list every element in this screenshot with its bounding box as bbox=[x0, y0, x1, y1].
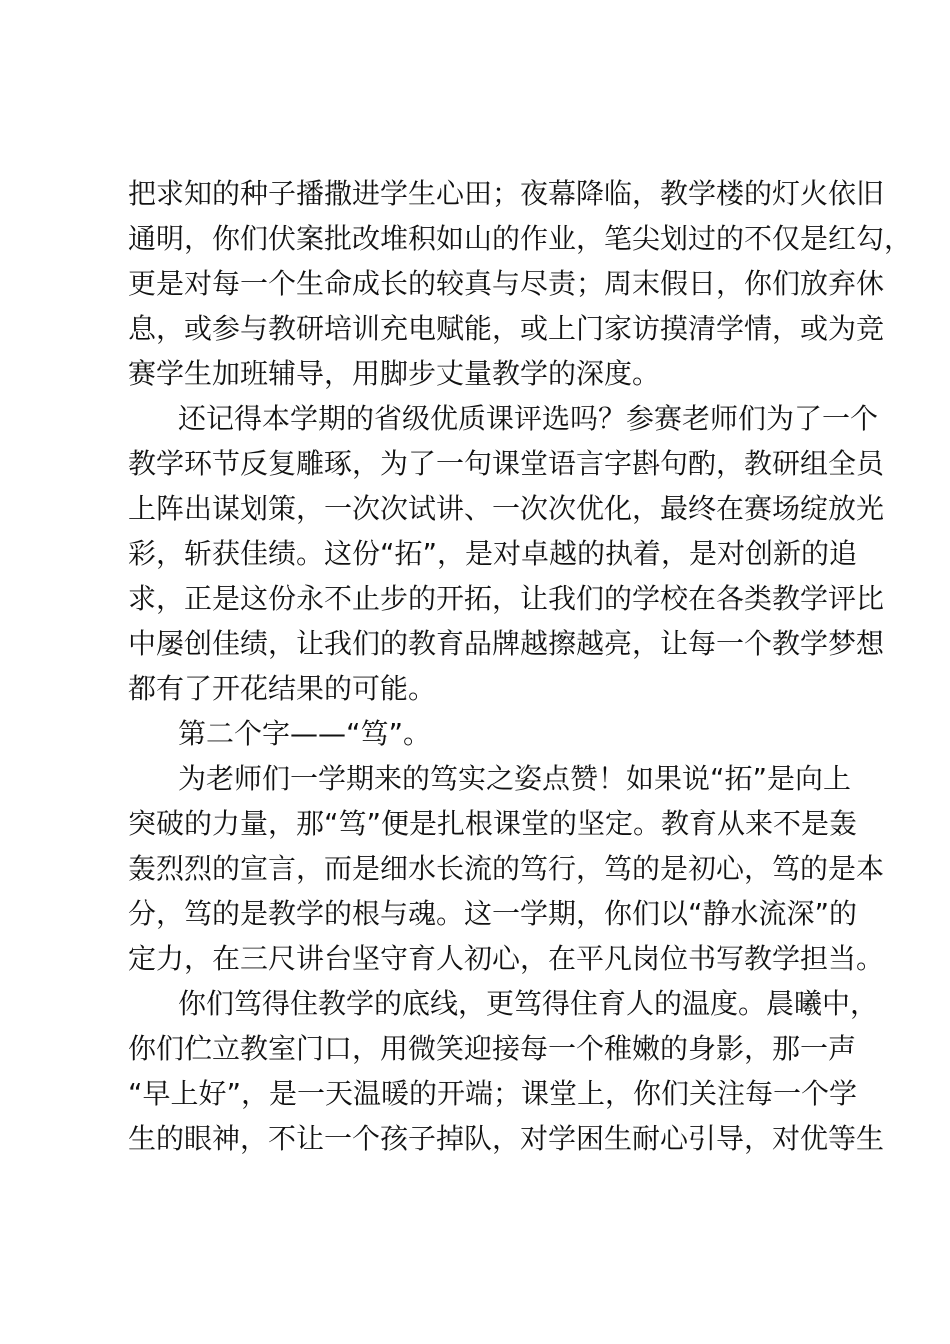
text-line: 轰烈烈的宣言，而是细水长流的笃行，笃的是初心，笃的是本 bbox=[128, 852, 885, 885]
text-line: 生的眼神，不让一个孩子掉队，对学困生耐心引导，对优等生 bbox=[128, 1122, 885, 1155]
paragraph-4 bbox=[128, 756, 885, 981]
text-line: 彩，斩获佳绩。这份“拓”，是对卓越的执着，是对创新的追 bbox=[128, 537, 858, 570]
text-line: “早上好”，是一天温暖的开端；课堂上，你们关注每一个学 bbox=[128, 1077, 858, 1110]
text-line: 第二个字——“笃”。 bbox=[178, 717, 432, 750]
text-line: 你们伫立教室门口，用微笑迎接每一个稚嫩的身影，那一声 bbox=[128, 1032, 857, 1065]
text-line: 还记得本学期的省级优质课评选吗？参赛老师们为了一个 bbox=[178, 402, 879, 435]
text-line: 通明，你们伏案批改堆积如山的作业，笔尖划过的不仅是红勾， bbox=[128, 222, 913, 255]
text-line: 息，或参与教研培训充电赋能，或上门家访摸清学情，或为竞 bbox=[128, 312, 885, 345]
text-line: 都有了开花结果的可能。 bbox=[128, 672, 437, 705]
text-line: 定力，在三尺讲台坚守育人初心，在平凡岗位书写教学担当。 bbox=[128, 942, 885, 975]
paragraph-1 bbox=[128, 171, 913, 396]
paragraph-5 bbox=[128, 981, 885, 1161]
text-line: 分，笃的是教学的根与魂。这一学期，你们以“静水流深”的 bbox=[128, 897, 858, 930]
document-body bbox=[128, 171, 913, 1161]
text-line: 中屡创佳绩，让我们的教育品牌越擦越亮，让每一个教学梦想 bbox=[128, 627, 885, 660]
text-line: 更是对每一个生命成长的较真与尽责；周末假日，你们放弃休 bbox=[128, 267, 885, 300]
section-heading bbox=[128, 711, 832, 756]
text-line: 教学环节反复雕琢，为了一句课堂语言字斟句酌，教研组全员 bbox=[128, 447, 885, 480]
text-line: 为老师们一学期来的笃实之姿点赞！如果说“拓”是向上 bbox=[178, 762, 852, 795]
text-line: 把求知的种子播撒进学生心田；夜幕降临，教学楼的灯火依旧 bbox=[128, 177, 885, 210]
text-line: 求，正是这份永不止步的开拓，让我们的学校在各类教学评比 bbox=[128, 582, 885, 615]
paragraph-2 bbox=[128, 396, 885, 711]
text-line: 你们笃得住教学的底线，更笃得住育人的温度。晨曦中， bbox=[178, 987, 879, 1020]
text-line: 突破的力量，那“笃”便是扎根课堂的坚定。教育从来不是轰 bbox=[128, 807, 858, 840]
text-line: 上阵出谋划策，一次次试讲、一次次优化，最终在赛场绽放光 bbox=[128, 492, 885, 525]
text-line: 赛学生加班辅导，用脚步丈量教学的深度。 bbox=[128, 357, 661, 390]
